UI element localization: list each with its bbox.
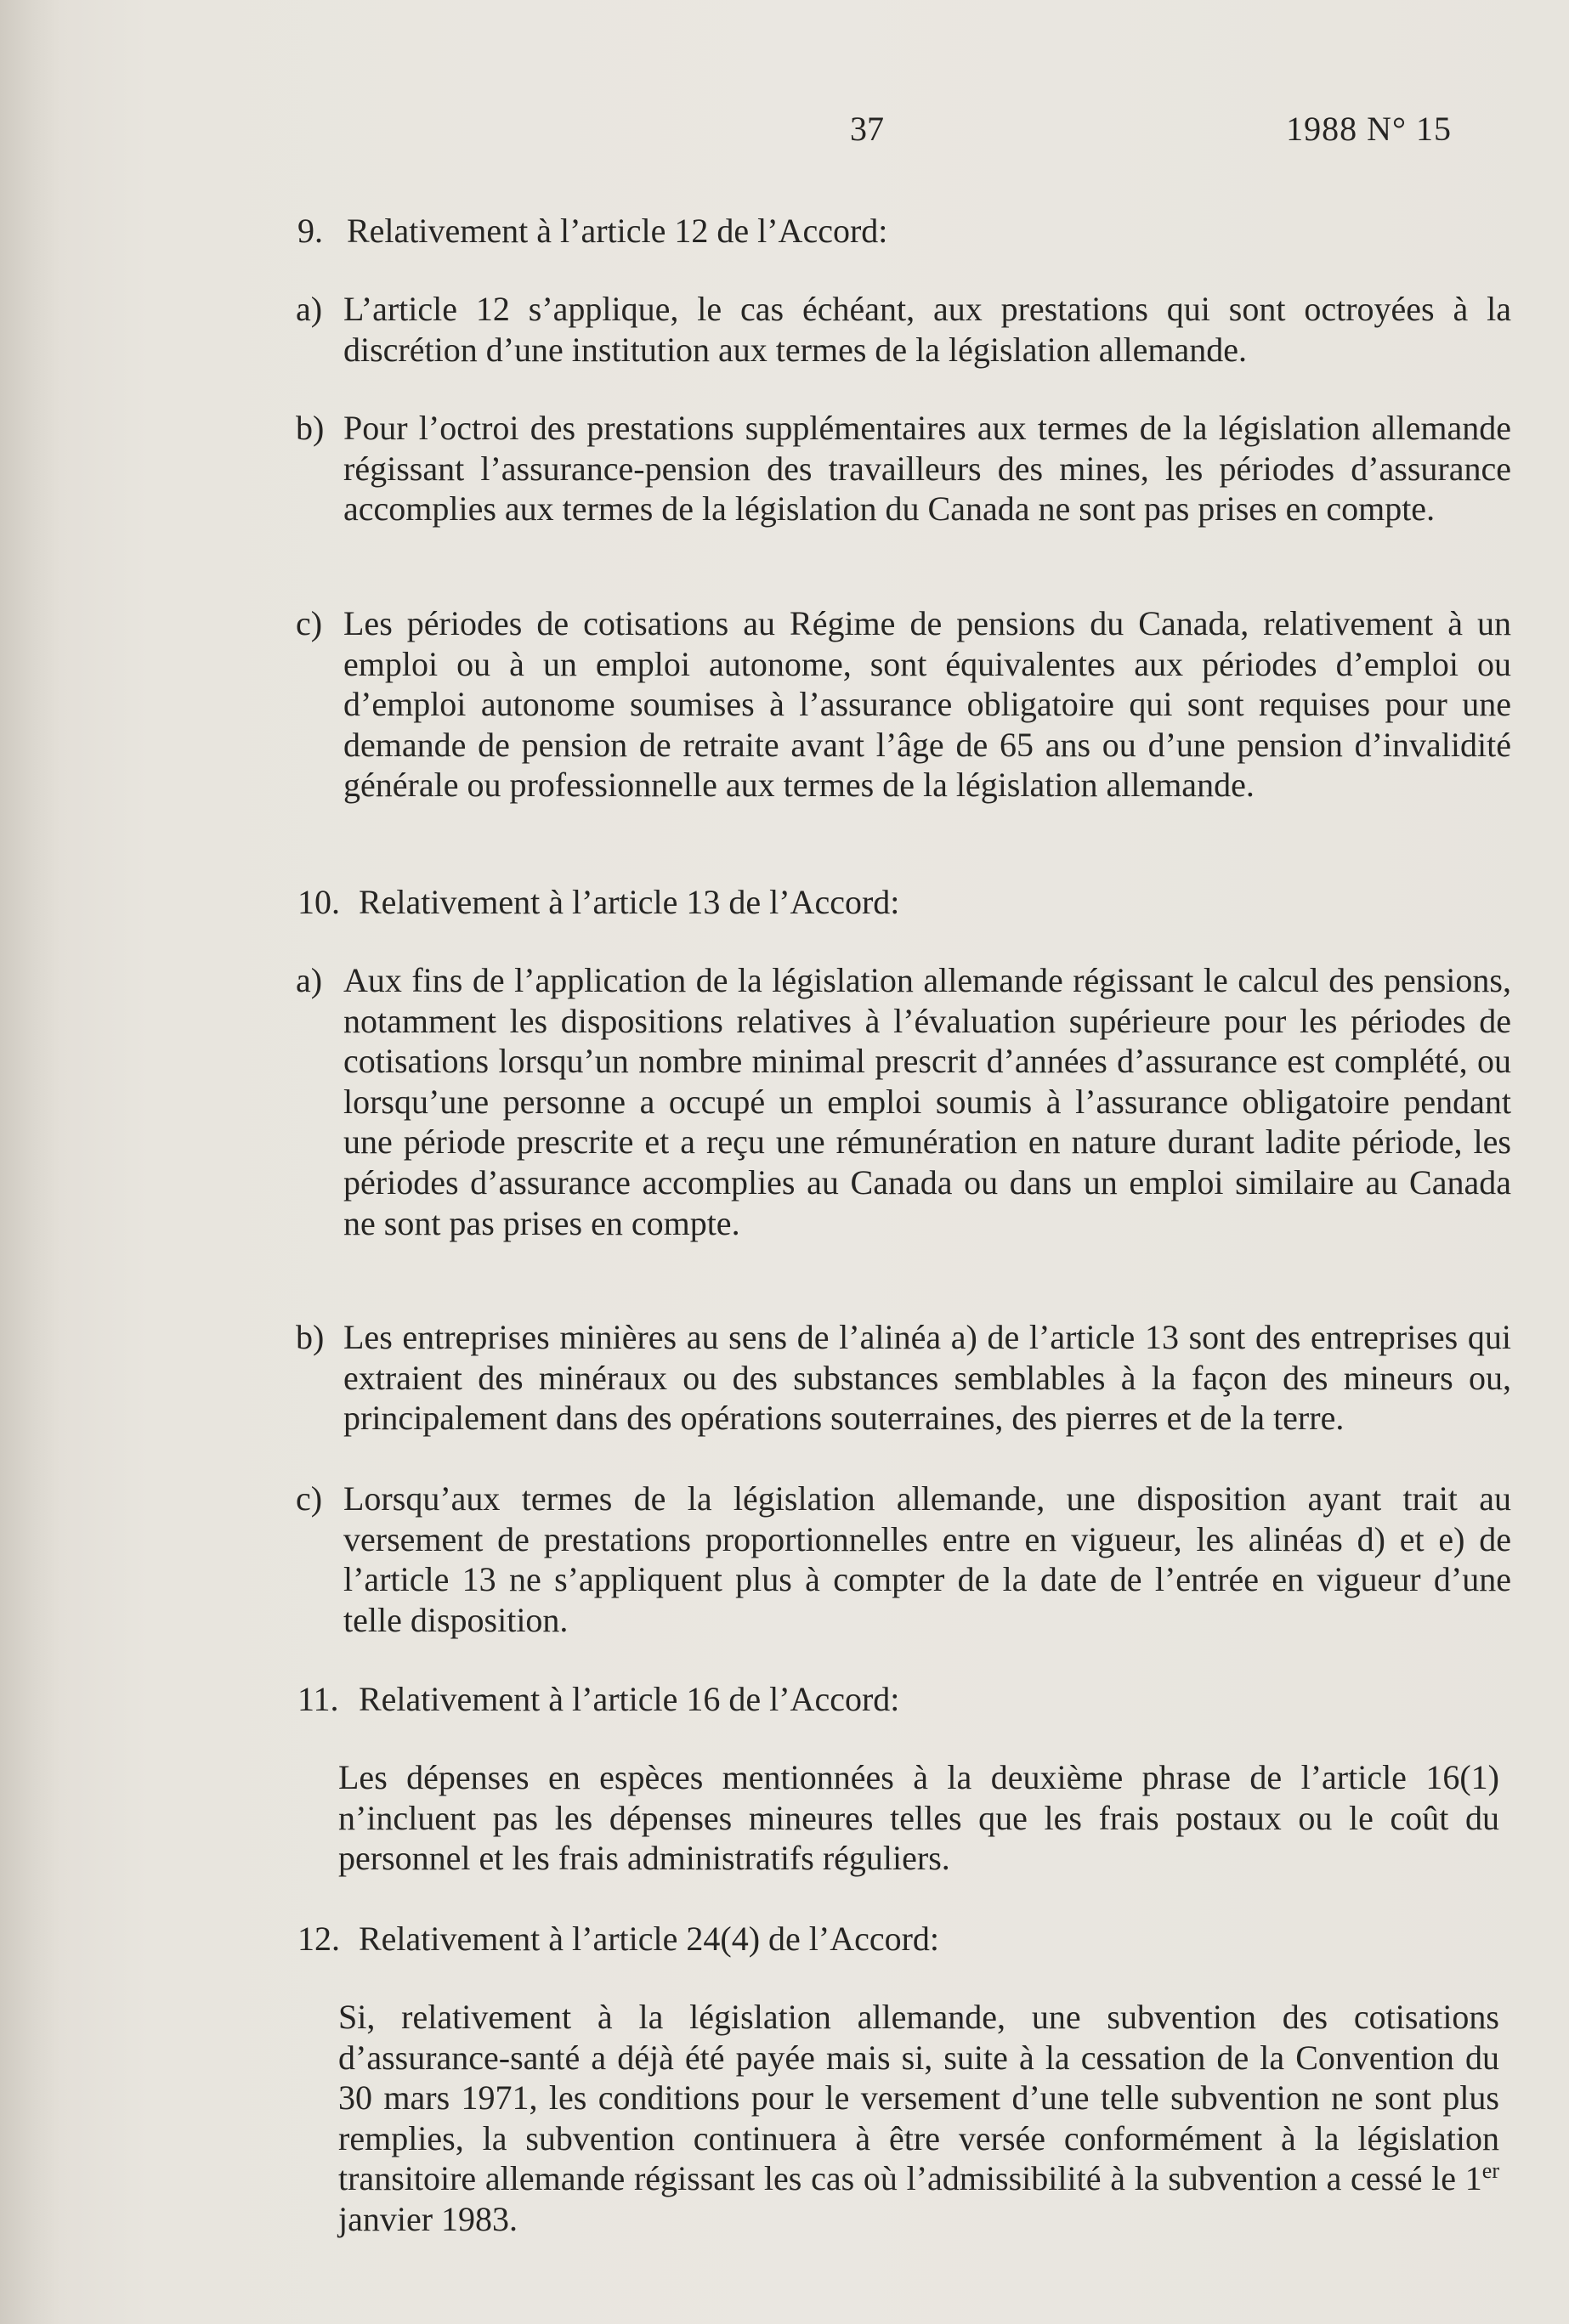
section-12-paragraph: [338, 1997, 1499, 2240]
section-10-paragraph-b: [296, 1317, 1511, 1439]
page-number: 37: [850, 110, 884, 148]
document-reference: 1988 N° 15: [1286, 110, 1452, 148]
section-9-number: 9.: [297, 212, 323, 250]
paragraph-letter: a): [296, 290, 323, 328]
section-9-paragraph-a: [296, 289, 1511, 370]
paragraph-text: Les entreprises minières au sens de l’alinéa a) de l’article 13 sont des entreprises qui extraient des minéraux ou des substances semblables à la façon des mineurs ou, principalement dans des opérations souterraines, des pierres et de la terre.: [343, 1318, 1511, 1438]
ordinal-superscript: er: [1481, 2158, 1499, 2184]
section-10-title: Relativement à l’article 13 de l’Accord:: [359, 883, 900, 921]
section-11-title: Relativement à l’article 16 de l’Accord:: [359, 1680, 900, 1718]
section-12-title: Relativement à l’article 24(4) de l’Accord:: [359, 1920, 940, 1958]
section-11-heading: [297, 1679, 1513, 1720]
section-9-heading: [297, 211, 1513, 252]
section-11-paragraph: Les dépenses en espèces mentionnées à la deuxième phrase de l’article 16(1) n’incluent pas les dépenses mineures telles que les frais postaux ou le coût du personnel et les frais administratifs réguliers.: [338, 1758, 1499, 1878]
paragraph-text: L’article 12 s’applique, le cas échéant, aux prestations qui sont octroyées à la discrétion d’une institution aux termes de la législation allemande.: [343, 290, 1511, 369]
book-spine: [0, 0, 59, 2324]
paragraph-letter: a): [296, 961, 323, 999]
section-9-paragraph-b: [296, 408, 1511, 529]
paragraph-letter: c): [296, 1479, 323, 1518]
paragraph-text: Lorsqu’aux termes de la législation allemande, une disposition ayant trait au versement de prestations proportionnelles entre en vigueur, les alinéas d) et e) de l’article 13 ne s’appliquent plus à compter de la date de l’entrée en vigueur d’une telle disposition.: [343, 1479, 1511, 1639]
section-10-paragraph-c: [296, 1479, 1511, 1640]
section-11-number: 11.: [297, 1680, 339, 1718]
document-page: [59, 0, 1569, 2324]
section-10-heading: [297, 882, 1513, 923]
paragraph-letter: b): [296, 409, 325, 447]
paragraph-letter: b): [296, 1318, 325, 1356]
section-9-title: Relativement à l’article 12 de l’Accord:: [347, 212, 888, 250]
section-12-heading: [297, 1919, 1513, 1959]
paragraph-letter: c): [296, 604, 323, 642]
paragraph-text: Aux fins de l’application de la législation allemande régissant le calcul des pensions, notamment les dispositions relatives à l’évaluation supérieure pour les périodes de cotisations lorsqu’un nombre minimal prescrit d’années d’assurance est complété, ou lorsqu’une personne a occupé un emploi soumis à l’assurance obligatoire pendant une période prescrite et a reçu une rémunération en nature durant ladite période, les périodes d’assurance accomplies au Canada ou dans un emploi similaire au Canada ne sont pas prises en compte.: [343, 961, 1511, 1242]
paragraph-text: Les périodes de cotisations au Régime de pensions du Canada, relativement à un emploi ou à un emploi autonome, sont équivalentes aux périodes d’emploi ou d’emploi autonome soumises à l’assurance obligatoire qui sont requises pour une demande de pension de retraite avant l’âge de 65 ans ou d’une pension d’invalidité générale ou professionnelle aux termes de la législation allemande.: [343, 604, 1511, 805]
section-12-number: 12.: [297, 1920, 340, 1958]
section-12-text-end: janvier 1983.: [338, 2199, 518, 2238]
section-9-paragraph-c: [296, 603, 1511, 806]
section-10-number: 10.: [297, 883, 340, 921]
section-12-text: Si, relativement à la législation allemande, une subvention des cotisations d’assurance-santé a déjà été payée mais si, suite à la cessation de la Convention du 30 mars 1971, les conditions pour le versement d’une telle subvention ne sont plus remplies, la subvention continuera à être versée conformément à la législation transitoire allemande régissant les cas où l’admissibilité à la subvention a cessé le 1: [338, 1998, 1499, 2198]
section-10-paragraph-a: [296, 960, 1511, 1243]
paragraph-text: Pour l’octroi des prestations supplémentaires aux termes de la législation allemande régissant l’assurance-pension des travailleurs des mines, les périodes d’assurance accomplies aux termes de la législation du Canada ne sont pas prises en compte.: [343, 409, 1511, 529]
